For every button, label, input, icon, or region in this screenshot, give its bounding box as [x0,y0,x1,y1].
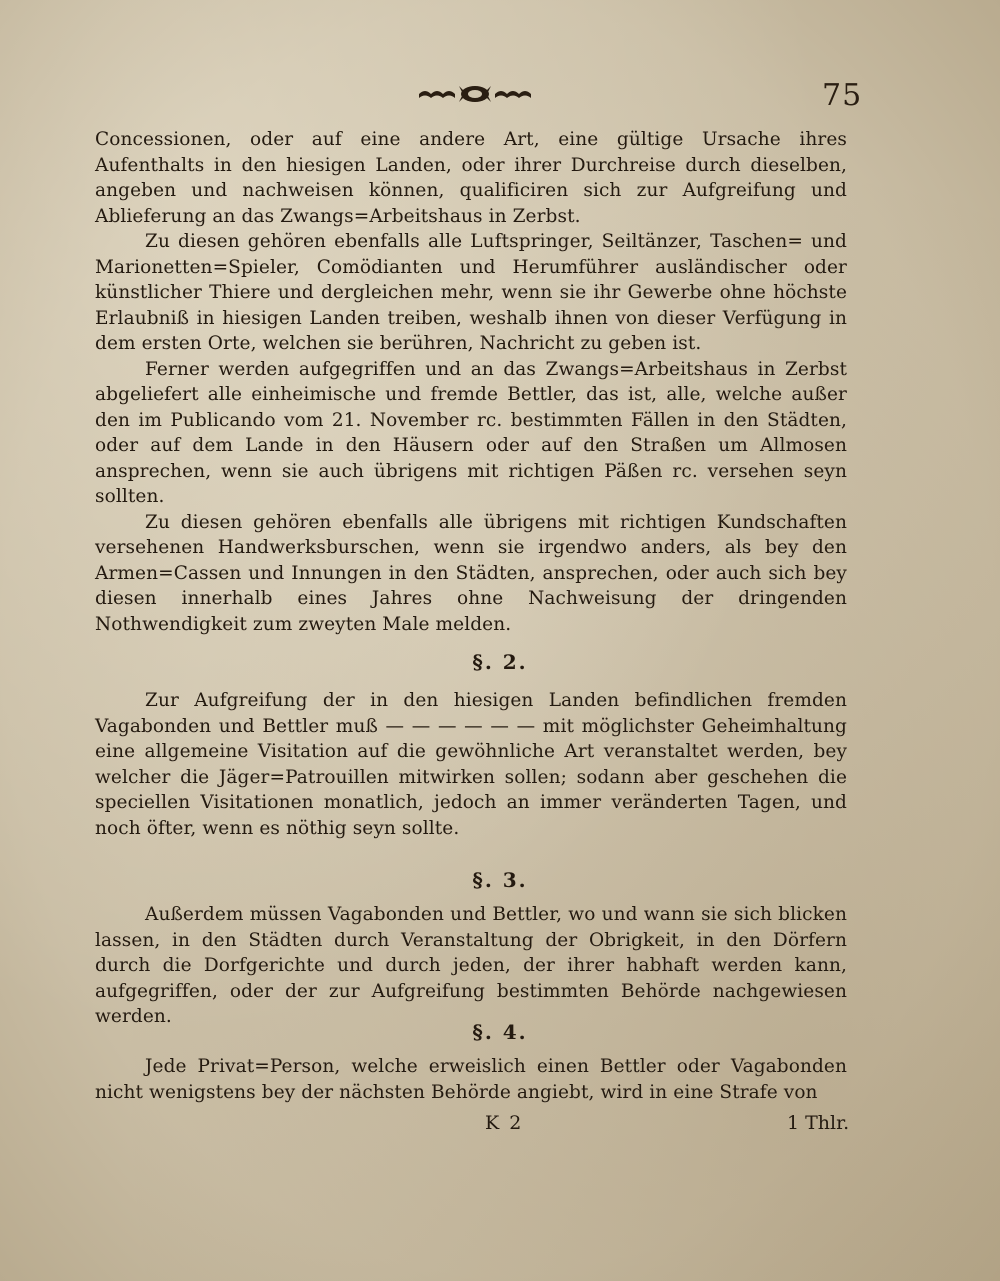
section-heading: §. 3. [472,868,528,892]
paragraph: Zur Aufgreifung der in den hiesigen Landen befindlichen fremden Vagabonden und Bettler muß — — — — — — mit möglichster Geheimhaltung eine allgemeine Visitation auf die gewöhnliche Art veranstaltet werden, bey welcher die Jäger=Patrouillen mitwirken sollen; sodann aber geschehen die speciellen Visitationen monatlich, jedoch an immer veränderten Tagen, und noch öfter, wenn es nöthig seyn sollte. [95,690,847,839]
section-text [95,688,847,841]
paragraph: Außerdem müssen Vagabonden und Bettler, wo und wann sie sich blicken lassen, in den Städten durch Veranstaltung der Obrigkeit, in den Dörfern durch die Dorfgerichte und durch jeden, der ihrer habhaft werden kann, aufgegriffen, oder der zur Aufgreifung bestimmten Behörde nachgewiesen werden. [95,904,847,1027]
paragraph: Concessionen, oder auf eine andere Art, eine gültige Ursache ihres Aufenthalts in den hiesigen Landen, oder ihrer Durchreise durch dieselben, angeben und nachweisen können, qualificiren sich zur Aufgreifung und Ablieferung an das Zwangs=Arbeitshaus in Zerbst. [95,129,847,227]
signature-mark: K 2 [485,1112,524,1134]
paragraph: Zu diesen gehören ebenfalls alle Luftspringer, Seiltänzer, Taschen= und Marionetten=Spieler, Comödianten und Herumführer ausländischer oder künstlicher Thiere und dergleichen mehr, wenn sie ihr Gewerbe ohne höchste Erlaubniß in hiesigen Landen treiben, weshalb ihnen von dieser Verfügung in dem ersten Orte, welchen sie berühren, Nachricht zu geben ist. [95,231,847,354]
page-number: 75 [822,78,863,113]
catchword: 1 Thlr. [787,1112,850,1134]
paragraph: Zu diesen gehören ebenfalls alle übrigens mit richtigen Kundschaften versehenen Handwerksburschen, wenn sie irgendwo anders, als bey den Armen=Cassen und Innungen in den Städten, ansprechen, oder auch sich bey diesen innerhalb eines Jahres ohne Nachweisung der dringenden Nothwendigkeit zum zweyten Male melden. [95,511,847,635]
section-heading: §. 2. [472,650,528,674]
section-text [95,902,847,1030]
continued-text-block [95,127,847,637]
paragraph: Jede Privat=Person, welche erweislich einen Bettler oder Vagabonden nicht wenigstens bey der nächsten Behörde angiebt, wird in eine Strafe von [95,1056,847,1103]
section-heading: §. 4. [472,1020,528,1044]
section-text [95,1054,847,1105]
paragraph: Ferner werden aufgegriffen und an das Zwangs=Arbeitshaus in Zerbst abgeliefert alle einheimische und fremde Bettler, das ist, alle, welche außer den im Publicando vom 21. November rc. bestimmten Fällen in den Städten, oder auf dem Lande in den Häusern oder auf den Straßen um Allmosen ansprechen, wenn sie auch übrigens mit richtigen Päßen rc. versehen seyn sollten. [95,358,847,507]
decorative-vignette-icon [415,72,535,112]
